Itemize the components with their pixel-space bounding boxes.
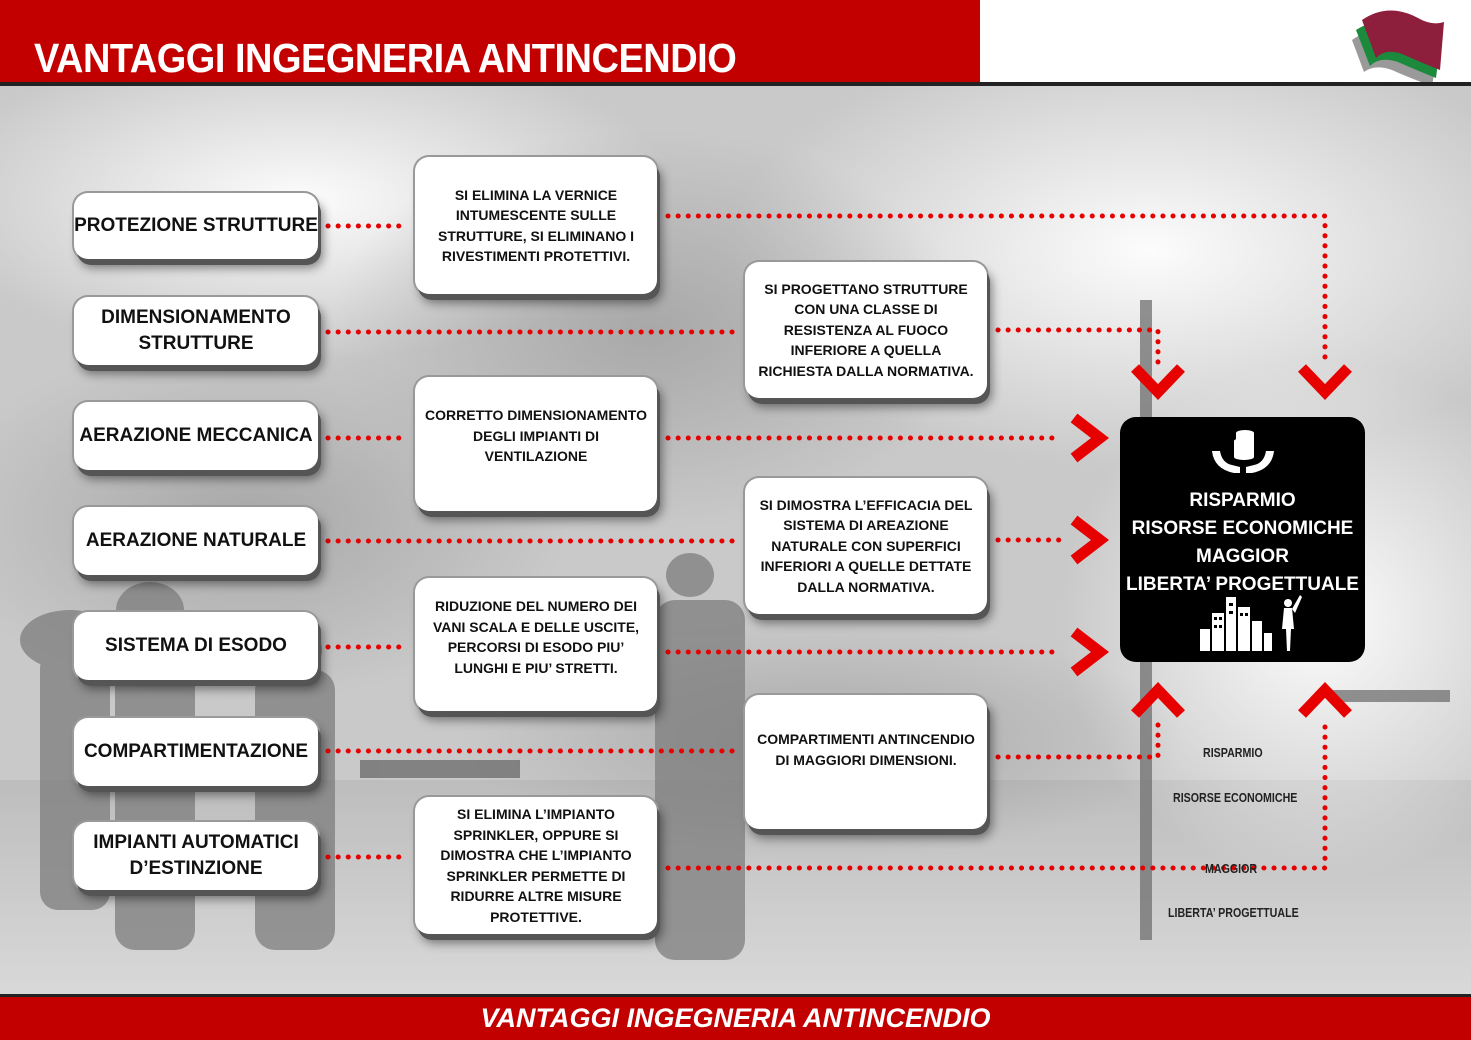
measure-box [74,297,318,365]
page-title: VANTAGGI INGEGNERIA ANTINCENDIO [34,36,737,82]
arrow-down-icon [1302,368,1348,392]
effect-box [415,797,657,934]
arrow-down-icon [1135,368,1181,392]
city-skyline-icon [1198,593,1308,653]
effect-text: SI PROGETTANO STRUTTURE CON UNA CLASSE DI RESISTENZA AL FUOCO INFERIORE A QUELLA RICHIESTA DALLA NORMATIVA. [758,280,974,379]
measure-label: COMPARTIMENTAZIONE [83,741,309,762]
side-label: LIBERTA’ PROGETTUALE [1168,905,1299,920]
measure-box [74,402,318,470]
result-line: LIBERTA’ PROGETTUALE [1126,574,1359,595]
measure-box [74,718,318,786]
measure-box [74,822,318,890]
measure-box [74,612,318,680]
result-line: RISORSE ECONOMICHE [1131,518,1354,539]
measure-label: IMPIANTI AUTOMATICI D’ESTINZIONE [93,832,299,879]
arrow-up-icon [1302,690,1348,714]
measure-label: PROTEZIONE STRUTTURE [74,215,318,236]
effect-box [745,478,987,614]
result-box [1120,417,1365,662]
connector-line [998,722,1158,757]
result-line: RISPARMIO [1189,490,1296,511]
result-text [1120,487,1365,599]
measure-box [74,193,318,259]
hands-coins-icon [1208,423,1278,483]
result-line: MAGGIOR [1196,546,1289,567]
effect-text: CORRETTO DIMENSIONAMENTO DEGLI IMPIANTI DI VENTILAZIONE [425,407,647,464]
arrow-up-icon [1135,690,1181,714]
side-label: RISPARMIO [1203,745,1263,760]
connector-line [998,330,1158,362]
measure-label: DIMENSIONAMENTO STRUTTURE [101,307,291,354]
side-label: RISORSE ECONOMICHE [1173,790,1298,805]
side-label: MAGGIOR [1205,861,1258,876]
measure-box [74,507,318,575]
measure-label: SISTEMA DI ESODO [105,635,287,656]
effect-box [745,262,987,398]
effect-text: COMPARTIMENTI ANTINCENDIO DI MAGGIORI DIMENSIONI. [757,731,975,768]
effect-text: SI DIMOSTRA L’EFFICACIA DEL SISTEMA DI AREAZIONE NATURALE CON SUPERFICI INFERIORI A QUELLE DETTATE DALLA NORMATIVA. [759,496,973,595]
effect-box [415,578,657,711]
measure-label: AERAZIONE NATURALE [85,530,307,551]
arrow-right-icon [1074,520,1100,560]
arrow-right-icon [1074,632,1100,672]
effect-text: RIDUZIONE DEL NUMERO DEI VANI SCALA E DELLE USCITE, PERCORSI DI ESODO PIU’ LUNGHI E PIU’ STRETTI. [432,598,640,676]
effect-text: SI ELIMINA L’IMPIANTO SPRINKLER, OPPURE SI DIMOSTRA CHE L’IMPIANTO SPRINKLER PERMETTE DI RIDURRE ALTRE MISURE PROTETTIVE. [440,806,632,925]
effect-box [415,377,657,511]
effect-box [745,695,987,829]
footer-title: VANTAGGI INGEGNERIA ANTINCENDIO [480,1003,991,1033]
effect-box [415,157,657,294]
effect-text: SI ELIMINA LA VERNICE INTUMESCENTE SULLE STRUTTURE, SI ELIMINANO I RIVESTIMENTI PROTETTIVI. [438,186,634,264]
arrow-right-icon [1074,418,1100,458]
measure-label: AERAZIONE MECCANICA [79,425,313,446]
